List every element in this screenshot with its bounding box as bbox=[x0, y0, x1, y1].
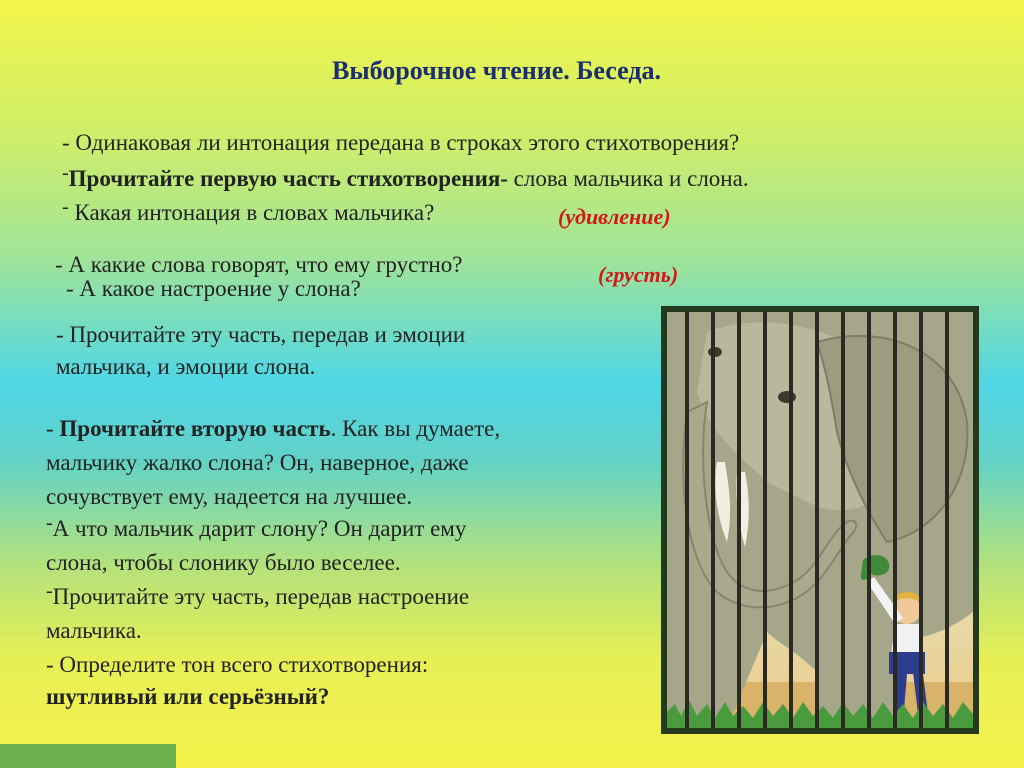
block2-line-4 bbox=[46, 512, 467, 542]
block2-line-8: - Определите тон всего стихотворения: bbox=[46, 652, 429, 677]
question-2 bbox=[62, 162, 749, 192]
question-2-rest: слова мальчика и слона. bbox=[507, 166, 749, 191]
question-3-dash: - bbox=[62, 196, 69, 218]
question-6-line-2: мальчика, и эмоции слона. bbox=[56, 354, 316, 379]
block2-line-4-text: А что мальчик дарит слону? Он дарит ему bbox=[52, 516, 467, 541]
block2-line-6-dash: - bbox=[46, 580, 53, 602]
block2-line-9-bold: шутливый или серьёзный? bbox=[46, 684, 330, 709]
block2-line-1-dash: - bbox=[46, 416, 60, 441]
question-3-text: Какая интонация в словах мальчика? bbox=[68, 200, 435, 225]
elephant-eye-right bbox=[778, 391, 796, 403]
block2-line-3: сочувствует ему, надеется на лучшее. bbox=[46, 484, 413, 509]
block2-line-1-bold: Прочитайте вторую часть bbox=[59, 416, 331, 441]
block2-line-9 bbox=[46, 684, 329, 710]
block2-line-5: слона, чтобы слонику было веселее. bbox=[46, 550, 401, 575]
block2-line-6-text: Прочитайте эту часть, передав настроение bbox=[52, 584, 470, 609]
block2-line-1-rest: . Как вы думаете, bbox=[330, 416, 501, 441]
question-6-line-1: - Прочитайте эту часть, передав и эмоции bbox=[56, 322, 466, 347]
question-5: - А какое настроение у слона? bbox=[66, 276, 361, 301]
answer-surprise: (удивление) bbox=[558, 204, 671, 229]
block2-line-7: мальчика. bbox=[46, 618, 142, 643]
block2-line-6 bbox=[46, 580, 470, 610]
footer-accent-bar bbox=[0, 744, 176, 768]
question-2-dash: - bbox=[62, 162, 69, 184]
question-4: - А какие слова говорят, что ему грустно? bbox=[55, 252, 463, 277]
question-1: - Одинаковая ли интонация передана в строках этого стихотворения? bbox=[62, 130, 740, 155]
slide-title: Выборочное чтение. Беседа. bbox=[332, 56, 661, 85]
block2-line-4-dash: - bbox=[46, 512, 53, 534]
block2-line-2: мальчику жалко слона? Он, наверное, даже bbox=[46, 450, 469, 475]
elephant-image bbox=[667, 312, 973, 728]
elephant-illustration bbox=[661, 306, 979, 734]
question-2-bold: Прочитайте первую часть стихотворения- bbox=[68, 166, 508, 191]
block2-line-1 bbox=[46, 416, 500, 442]
question-3 bbox=[62, 196, 435, 226]
answer-sadness: (грусть) bbox=[598, 262, 679, 287]
